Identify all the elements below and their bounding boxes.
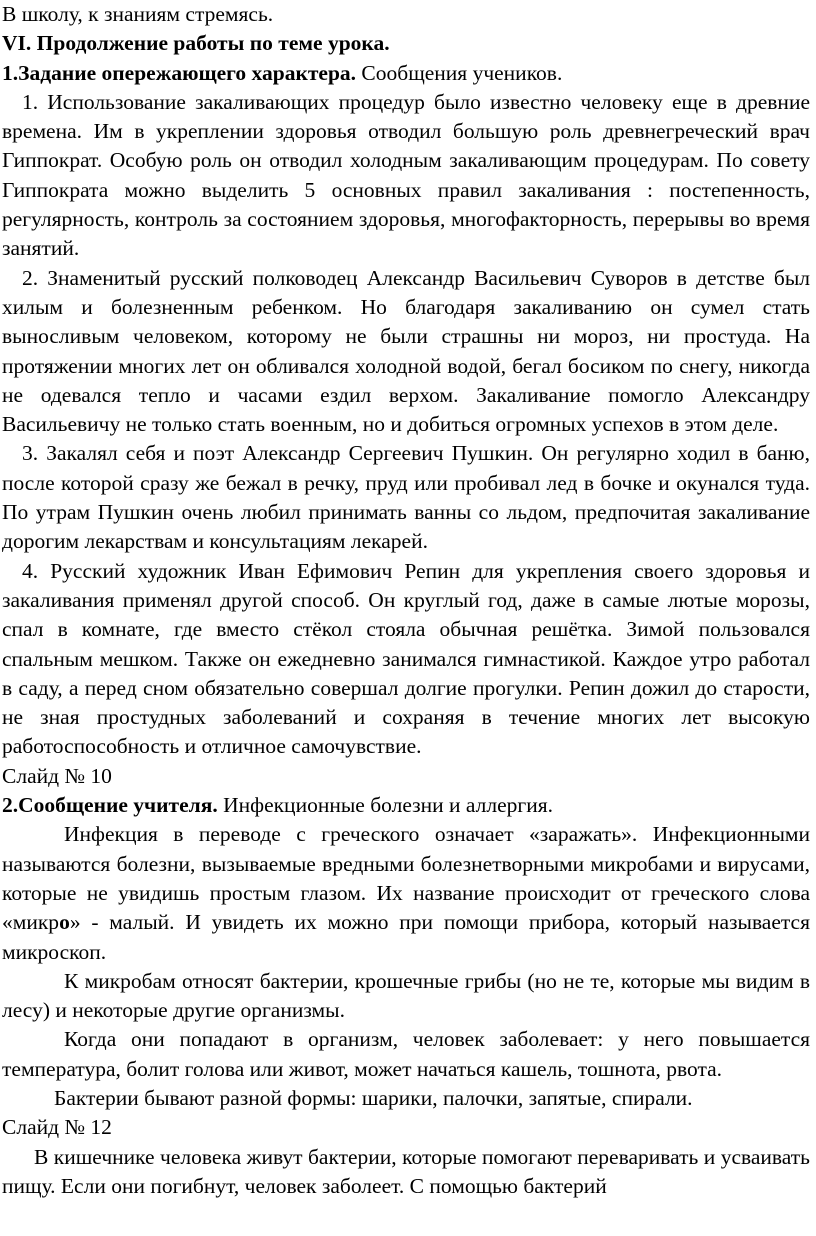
section-heading <box>2 29 810 58</box>
slide-12-label: Слайд № 12 <box>2 1115 112 1140</box>
task2-heading <box>2 791 810 820</box>
task1-text: Сообщения учеников. <box>356 60 563 85</box>
teacher-paragraph-shapes: Бактерии бывают разной формы: шарики, палочки, запятые, спирали. <box>54 1085 693 1110</box>
task2-label: 2.Сообщение учителя. <box>2 793 218 818</box>
section-heading-text: VI. Продолжение работы по теме урока. <box>2 31 390 56</box>
teacher-paragraph-digestion: В кишечнике человека живут бактерии, которые помогают переваривать и усваивать пищу. Если они погибнут, человек заболеет. С помощью бактерий <box>2 1144 810 1198</box>
teacher-paragraph-infection-bold: о <box>59 910 70 935</box>
slide-10-label: Слайд № 10 <box>2 763 112 788</box>
teacher-paragraph-infection-part2: » - малый. И увидеть их можно при помощи прибора, который называется микроскоп. <box>2 910 810 964</box>
task1-heading <box>2 59 810 88</box>
teacher-paragraph-microbes: К микробам относят бактерии, крошечные грибы (но не те, которые мы видим в лесу) и некоторые другие организмы. <box>2 968 810 1023</box>
teacher-paragraph-infection-part1: Инфекция в переводе с греческого означает «заражать». Инфекционными называются болезни, вызываемые вредными болезнетворными микробами и вирусами, которые не увидишь простым глазом. Их название происходит от греческого слова «микр <box>2 822 810 935</box>
task1-label: 1.Задание опережающего характера. <box>2 60 357 85</box>
teacher-paragraph-illness: Когда они попадают в организм, человек заболевает: у него повышается температура, болит голова или живот, может начаться кашель, тошнота, рвота. <box>2 1027 810 1081</box>
student-message-1: 1. Использование закаливающих процедур было известно человеку еще в древние времена. Им в укреплении здоровья отводил большую роль древнегреческий врач Гиппократ. Особую роль он отводил холодным закаливающим процедурам. По совету Гиппократа можно выделить 5 основных правил закаливания : постепенность, регулярность, контроль за состоянием здоровья, многофакторность, перерывы во время занятий. <box>2 89 810 261</box>
student-message-4: 4. Русский художник Иван Ефимович Репин для укрепления своего здоровья и закаливания применял другой способ. Он круглый год, даже в самые лютые морозы, спал в комнате, где вместо стёкол стояла обычная решётка. Зимой пользовался спальным мешком. Также он ежедневно занимался гимнастикой. Каждое утро работал в саду, а перед сном обязательно совершал долгие прогулки. Репин дожил до старости, не зная простудных заболеваний и сохраняя в течение многих лет высокую работоспособность и отличное самочувствие. <box>2 558 810 759</box>
student-message-2: 2. Знаменитый русский полководец Александр Васильевич Суворов в детстве был хилым и болезненным ребенком. Но благодаря закаливанию он сумел стать выносливым человеком, которому не были страшны ни мороз, ни простуда. На протяжении многих лет он обливался холодной водой, бегал босиком по снегу, никогда не одевался тепло и часами ездил верхом. Закаливание помогло Александру Васильевичу не только стать военным, но и добиться огромных успехов в этом деле. <box>2 265 810 437</box>
intro-line: В школу, к знаниям стремясь. <box>2 2 274 26</box>
task2-text: Инфекционные болезни и аллергия. <box>217 793 553 818</box>
teacher-paragraph-infection <box>2 820 810 966</box>
student-message-3: 3. Закалял себя и поэт Александр Сергеевич Пушкин. Он регулярно ходил в баню, после которой сразу же бежал в речку, пруд или пробивал лед в бочке и окунался туда. По утрам Пушкин очень любил принимать ванны со льдом, предпочитая закаливание дорогим лекарствам и консультациям лекарей. <box>2 441 810 554</box>
